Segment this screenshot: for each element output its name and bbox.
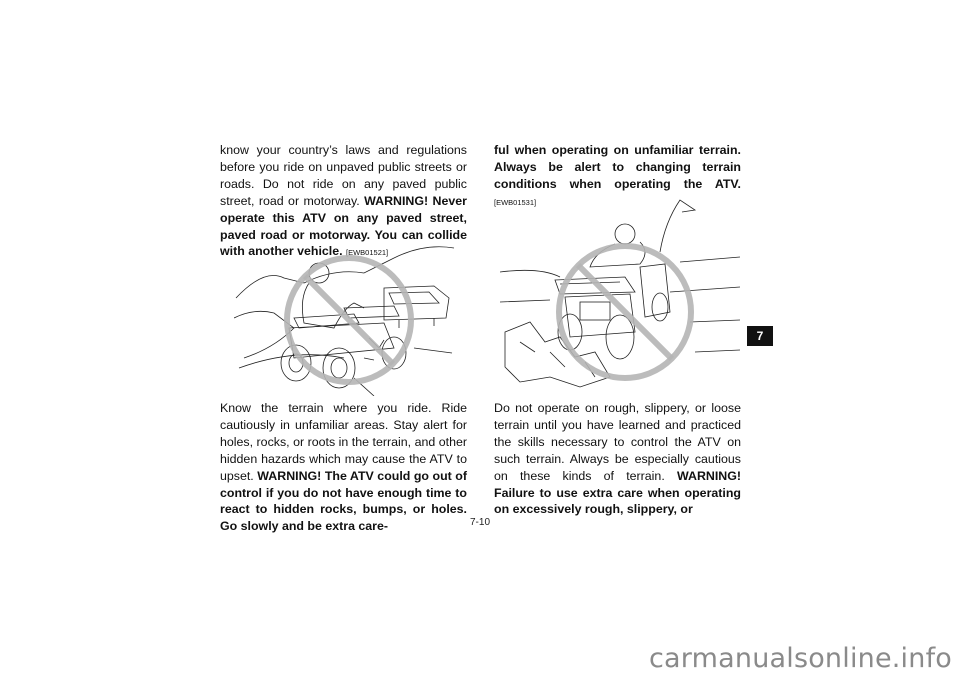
warning-text: WARNING! Never operate this ATV on any paved street, paved road or motorway. You can collide with another vehicle. <box>220 193 467 259</box>
atv-paved-road-prohibited-illustration <box>234 238 456 396</box>
warning-text: WARNING! Failure to use extra care when operating on excessively rough, slippery, or <box>494 468 741 517</box>
body-text: know your country’s laws and regulations before you ride on unpaved public streets or roads. Do not ride on any paved public street, road or motorway. <box>220 143 467 208</box>
body-text: Do not operate on rough, slippery, or loose terrain until you have learned and practiced the skills necessary to control the ATV on such terrain. Always be especially cautious on these kinds of terrain. <box>494 401 741 483</box>
atv-rough-terrain-prohibited-illustration <box>500 192 742 392</box>
page-number: 7-10 <box>469 517 490 528</box>
left-column-bottom-text <box>220 400 467 535</box>
warning-code: [EWB01521] <box>346 248 389 258</box>
paragraph-rough-terrain <box>494 400 741 518</box>
chapter-tab: 7 <box>747 326 773 346</box>
paragraph-know-terrain <box>220 400 467 535</box>
watermark: carmanualsonline.info <box>649 643 952 674</box>
right-column-bottom-text <box>494 400 741 518</box>
warning-text: ful when operating on unfamiliar terrain. Always be alert to changing terrain conditions when operating the ATV. <box>494 143 741 191</box>
warning-text: WARNING! The ATV could go out of control if you do not have enough time to react to hidden rocks, bumps, or holes. Go slowly and be extra care- <box>220 468 467 534</box>
body-text: Know the terrain where you ride. Ride cautiously in unfamiliar areas. Stay alert for holes, rocks, or roots in the terrain, and other hidden hazards which may cause the ATV to upset. <box>220 401 467 483</box>
warning-code: [EWB01531] <box>494 197 537 207</box>
